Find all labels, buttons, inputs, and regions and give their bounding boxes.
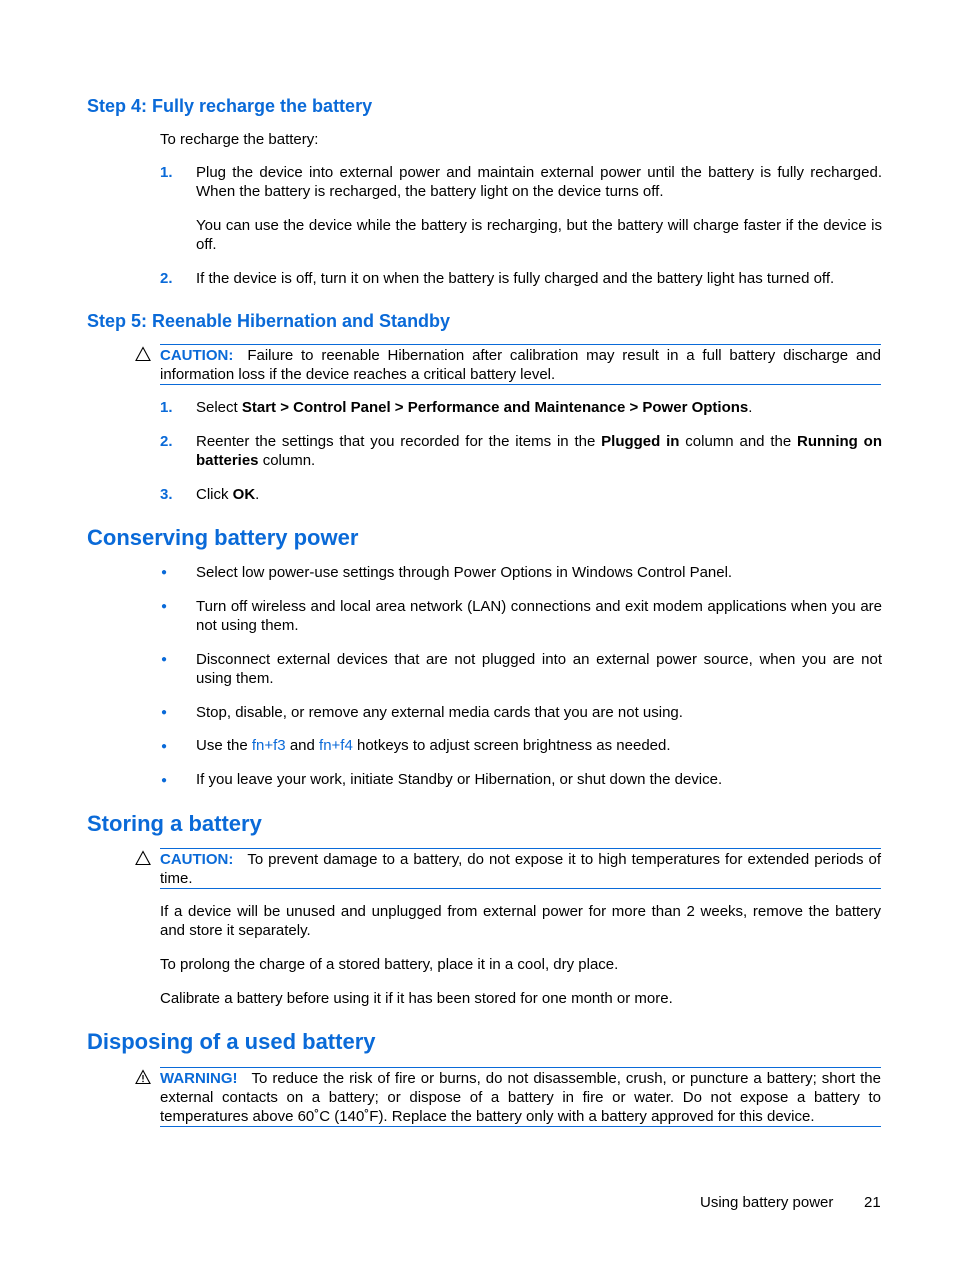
list-item: If the device is off, turn it on when the battery is fully charged and the battery light has turned off.	[196, 270, 835, 287]
paragraph: If a device will be unused and unplugged from external power for more than 2 weeks, remove the battery and store it separately.	[160, 903, 881, 939]
step4-intro: To recharge the battery:	[160, 131, 319, 148]
list-number: 3.	[160, 486, 173, 503]
disposing-heading: Disposing of a used battery	[87, 1029, 376, 1054]
step4-heading: Step 4: Fully recharge the battery	[87, 96, 373, 116]
conserving-heading: Conserving battery power	[87, 525, 359, 550]
caution-text: To prevent damage to a battery, do not expose it to high temperatures for extended periods of time.	[160, 851, 881, 887]
caution-triangle-icon	[135, 346, 151, 362]
caution-notice	[160, 848, 881, 889]
bullet-icon: ●	[161, 775, 168, 786]
storing-heading: Storing a battery	[87, 811, 262, 836]
warning-text: To reduce the risk of fire or burns, do not disassemble, crush, or puncture a battery; short the external contacts on a battery; or dispose of a battery in fire or water. Do not expose a battery to temperatures above 60˚C (140˚F). Replace the battery only with a battery approved for this device.	[160, 1070, 881, 1125]
footer-section-title: Using battery power	[700, 1194, 834, 1211]
list-number: 1.	[160, 164, 173, 181]
fn-f3-link[interactable]: fn+f3	[251, 737, 286, 754]
list-item: Select Start > Control Panel > Performance and Maintenance > Power Options.	[196, 399, 753, 416]
bullet-icon: ●	[161, 654, 168, 665]
warning-notice	[160, 1067, 881, 1127]
bullet-icon: ●	[161, 707, 168, 718]
bullet-icon: ●	[161, 741, 168, 752]
list-item: Reenter the settings that you recorded for the items in the Plugged in column and the Running on batteries column.	[196, 433, 882, 469]
step5-heading: Step 5: Reenable Hibernation and Standby	[87, 311, 451, 331]
page-number: 21	[864, 1194, 881, 1211]
paragraph: Calibrate a battery before using it if it has been stored for one month or more.	[160, 990, 673, 1007]
list-item-note: You can use the device while the battery is recharging, but the battery will charge faster if the device is off.	[196, 217, 882, 253]
caution-label: CAUTION:	[160, 851, 234, 868]
fn-f4-link[interactable]: fn+f4	[319, 737, 353, 754]
caution-label: CAUTION:	[160, 347, 234, 364]
paragraph: To prolong the charge of a stored battery, place it in a cool, dry place.	[160, 956, 619, 973]
list-item: Plug the device into external power and maintain external power until the battery is fully recharged. When the battery is recharged, the battery light on the device turns off.	[196, 164, 882, 200]
list-item: Use the fn+f3 and fn+f4 hotkeys to adjust screen brightness as needed.	[196, 737, 671, 754]
warning-triangle-icon	[135, 1069, 151, 1085]
warning-label: WARNING!	[160, 1070, 238, 1087]
bullet-icon: ●	[161, 601, 168, 612]
list-item: Stop, disable, or remove any external media cards that you are not using.	[196, 704, 683, 721]
caution-text: Failure to reenable Hibernation after calibration may result in a full battery discharge and information loss if the device reaches a critical battery level.	[160, 347, 881, 383]
list-number: 2.	[160, 433, 173, 450]
menu-path: Start > Control Panel > Performance and Maintenance > Power Options	[241, 399, 749, 416]
list-item: Select low power-use settings through Power Options in Windows Control Panel.	[196, 564, 733, 581]
list-item: Disconnect external devices that are not plugged into an external power source, when you are not using them.	[196, 651, 882, 687]
list-item: Turn off wireless and local area network (LAN) connections and exit modem applications when you are not using them.	[196, 598, 882, 634]
bullet-icon: ●	[161, 567, 168, 578]
list-number: 2.	[160, 270, 173, 287]
list-item: Click OK.	[196, 486, 260, 503]
list-item: If you leave your work, initiate Standby or Hibernation, or shut down the device.	[196, 771, 723, 788]
caution-triangle-icon	[135, 850, 151, 866]
list-number: 1.	[160, 399, 173, 416]
caution-notice	[160, 344, 881, 385]
